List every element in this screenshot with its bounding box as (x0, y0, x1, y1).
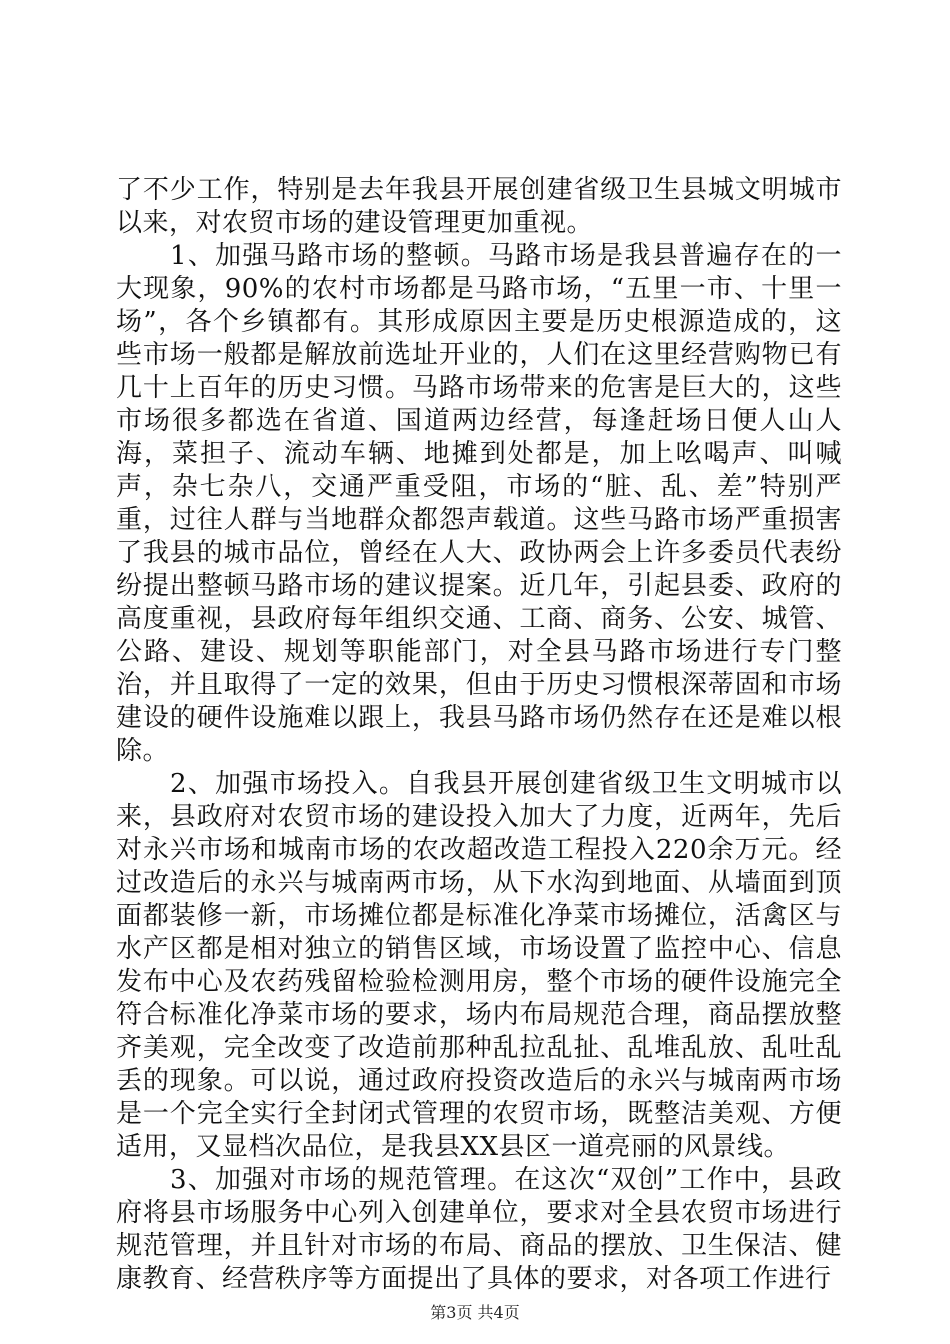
paragraph-market-management: 3、加强对市场的规范管理。在这次“双创”工作中，县政府将县市场服务中心列入创建单位，要求对全县农贸市场进行规范管理，并且针对市场的布局、商品的摆放、卫生保洁、健康教育、经营秩序等方面提出了具体的要求，对各项工作进行 (116, 1165, 842, 1294)
paragraph-market-investment: 2、加强市场投入。自我县开展创建省级卫生文明城市以来，县政府对农贸市场的建设投入加大了力度，近两年，先后对永兴市场和城南市场的农改超改造工程投入220余万元。经过改造后的永兴与城南两市场，从下水沟到地面、从墙面到顶面都装修一新，市场摊位都是标准化净菜市场摊位，活禽区与水产区都是相对独立的销售区域，市场设置了监控中心、信息发布中心及农药残留检验检测用房，整个市场的硬件设施完全符合标准化净菜市场的要求，场内布局规范合理，商品摆放整齐美观，完全改变了改造前那种乱拉乱扯、乱堆乱放、乱吐乱丢的现象。可以说，通过政府投资改造后的永兴与城南两市场是一个完全实行全封闭式管理的农贸市场，既整洁美观、方便适用，又显档次品位，是我县XX县区一道亮丽的风景线。 (116, 769, 842, 1162)
paragraph-continuation: 了不少工作，特别是去年我县开展创建省级卫生县城文明城市以来，对农贸市场的建设管理更加重视。 (116, 175, 842, 238)
page-number-footer: 第3页 共4页 (430, 1303, 520, 1322)
document-body (116, 174, 842, 1296)
paragraph-road-market: 1、加强马路市场的整顿。马路市场是我县普遍存在的一大现象，90%的农村市场都是马路市场，“五里一市、十里一场”，各个乡镇都有。其形成原因主要是历史根源造成的，这些市场一般都是解放前选址开业的，人们在这里经营购物已有几十上百年的历史习惯。马路市场带来的危害是巨大的，这些市场很多都选在省道、国道两边经营，每逢赶场日便人山人海，菜担子、流动车辆、地摊到处都是，加上吆喝声、叫喊声，杂七杂八，交通严重受阻，市场的“脏、乱、差”特别严重，过往人群与当地群众都怨声载道。这些马路市场严重损害了我县的城市品位，曾经在人大、政协两会上许多委员代表纷纷提出整顿马路市场的建议提案。近几年，引起县委、政府的高度重视，县政府每年组织交通、工商、商务、公安、城管、公路、建设、规划等职能部门，对全县马路市场进行专门整治，并且取得了一定的效果，但由于历史习惯根深蒂固和市场建设的硬件设施难以跟上，我县马路市场仍然存在还是难以根除。 (116, 241, 842, 766)
